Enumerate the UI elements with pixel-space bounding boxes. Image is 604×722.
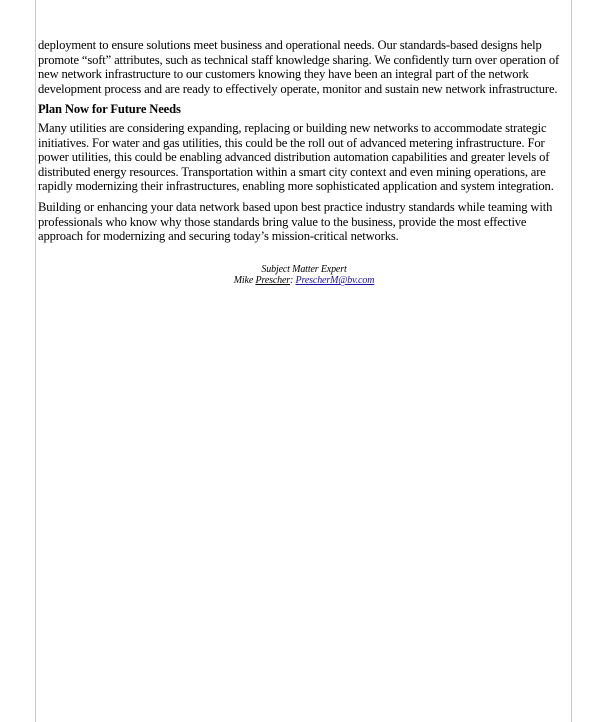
paragraph-utilities: Many utilities are considering expanding, replacing or building new networks to accommodate strategic initiatives. For water and gas utilities, this could be the roll out of advanced metering infrastructure. For power utilities, this could be enabling advanced distribution automation capabilities and greater levels of distributed energy resources. Transportation within a smart city context and even mining operations, are rapidly modernizing their infrastructures, enabling more sophisticated application and system integration. [38,120,554,194]
signature-name-line [38,275,570,287]
paragraph-standards: Building or enhancing your data network based upon best practice industry standards while teaming with professionals who know why those standards bring value to the business, provide the most effective approach for modernizing and securing today’s mission-critical networks. [38,199,553,244]
page-right-border [571,0,572,722]
signature-title: Subject Matter Expert [261,263,347,275]
signature-email-link[interactable]: PrescherM@bv.com [295,275,375,287]
document-body [38,38,570,287]
signature-separator: : [290,275,296,287]
section-heading: Plan Now for Future Needs [38,102,181,117]
signature-first-name: Mike [233,275,256,287]
signature-last-name: Prescher [255,275,291,287]
page-left-border [35,0,36,722]
paragraph-deployment: deployment to ensure solutions meet business and operational needs. Our standards-based designs help promote “soft” attributes, such as technical staff knowledge sharing. We confidently turn over operation of new network infrastructure to our customers knowing they have been an integral part of the network development process and are ready to effectively operate, monitor and sustain new network infrastructure. [38,38,560,96]
signature-block [38,264,570,287]
